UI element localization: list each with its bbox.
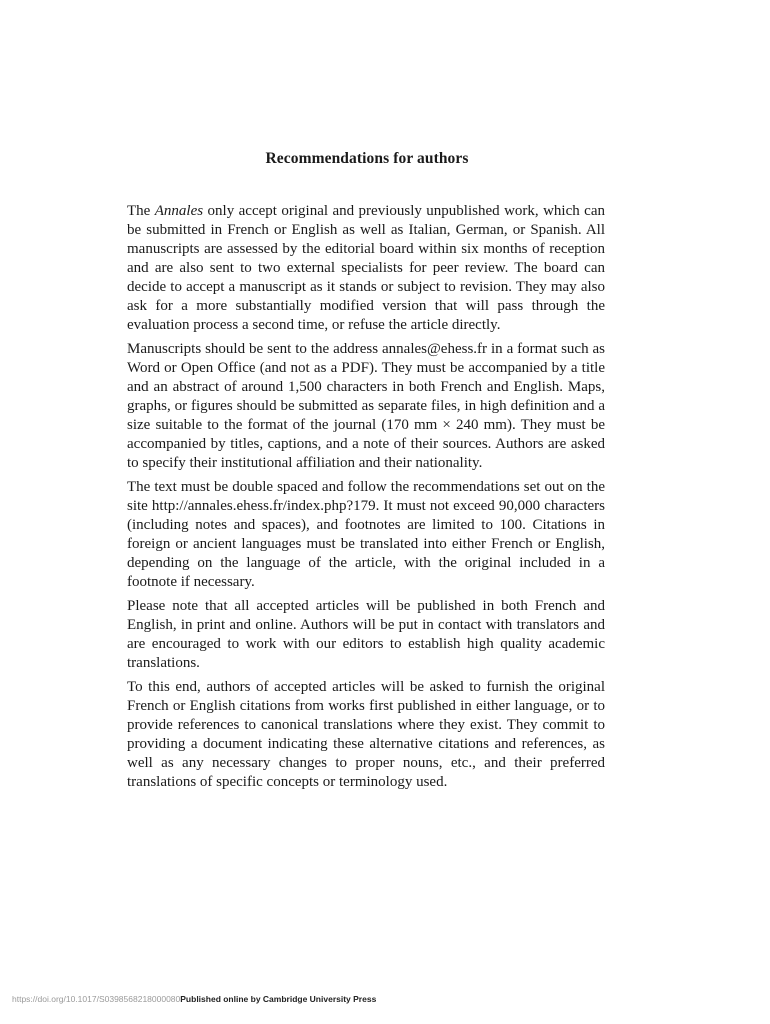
page-title: Recommendations for authors (265, 150, 469, 167)
journal-name: Annales (154, 203, 204, 219)
publisher-note: Published online by Cambridge University Press (180, 994, 377, 1004)
paragraph-1-text: only accept original and previously unpublished work, which can be submitted in French or English as well as Italian, German, or Spanish. All manuscripts are assessed by the editorial board within six months of reception and are also sent to two external specialists for peer review. The board can decide to accept a manuscript as it stands or subject to revision. They may also ask for a more substantially modified version that will pass through the evaluation process a second time, or refuse the article directly. (127, 203, 605, 333)
paragraph-2: Manuscripts should be sent to the address annales@ehess.fr in a format such as Word or Open Office (and not as a PDF). They must be accompanied by a title and an abstract of around 1,500 characters in both French and English. Maps, graphs, or figures should be submitted as separate files, in high definition and a size suitable to the format of the journal (170 mm × 240 mm). They must be accompanied by titles, captions, and a note of their sources. Authors are asked to specify their institutional affiliation and their nationality. (127, 341, 605, 471)
paragraph-1 (127, 202, 605, 335)
paragraph-4: Please note that all accepted articles will be published in both French and English, in print and online. Authors will be put in contact with translators and are encouraged to work with our editors to establish high quality academic translations. (127, 598, 605, 671)
paragraph-3: The text must be double spaced and follow the recommendations set out on the site http://annales.ehess.fr/index.php?179. It must not exceed 90,000 characters (including notes and spaces), and footnotes are limited to 100. Citations in foreign or ancient languages must be translated into either French or English, depending on the language of the article, with the original included in a footnote if necessary. (127, 479, 605, 590)
paragraph-5: To this end, authors of accepted articles will be asked to furnish the original French or English citations from works first published in either language, or to provide references to canonical translations where they exist. They commit to providing a document indicating these alternative citations and references, as well as any necessary changes to proper nouns, etc., and their preferred translations of specific concepts or terminology used. (127, 679, 605, 790)
document-body (127, 202, 605, 797)
doi-link[interactable]: https://doi.org/10.1017/S0398568218000080 (12, 994, 181, 1004)
page-footer (12, 994, 376, 1004)
paragraph-1-lead: The (127, 203, 155, 219)
